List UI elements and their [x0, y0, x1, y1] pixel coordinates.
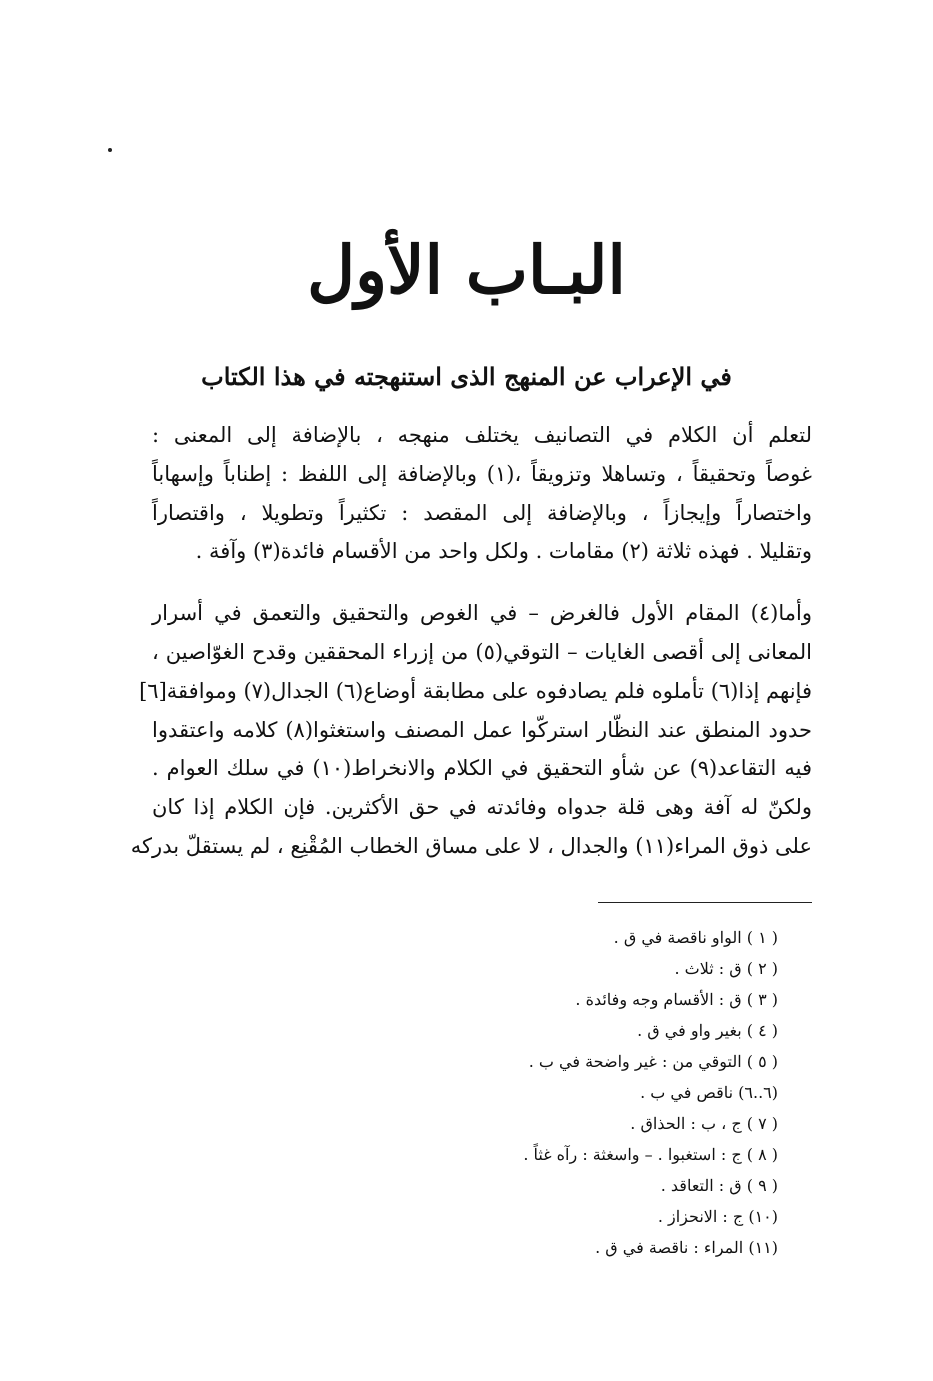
paragraph-2-line-7: على ذوق المراء(١١) والجدال ، لا على مساق الخطاب المُقْنِع ، لم يستقلّ بدركه — [130, 833, 812, 858]
footnote-6: (٦..٦) ناقص في ب . — [640, 1083, 778, 1102]
footnote-10: (١٠) ج : الانحزاز . — [657, 1207, 778, 1226]
footnote-divider — [598, 902, 812, 903]
footnote-7: ( ٧ ) ج ، ب : الحذاق . — [630, 1114, 778, 1133]
paragraph-1-line-2: غوصاً وتحقيقاً ، وتساهلا وتزويقاً ،(١) وبالإضافة إلى اللفظ : إطناباً وإسهاباً — [152, 461, 813, 486]
body-text — [130, 416, 813, 866]
paragraph-gap — [152, 571, 812, 594]
paragraph-1-line-4: وتقليلا . فهذه ثلاثة (٢) مقامات . ولكل واحد من الأقسام فائدة(٣) وآفة . — [195, 539, 812, 564]
paragraph-1-line-1: لتعلم أن الكلام في التصانيف يختلف منهجه ، بالإضافة إلى المعنى : — [152, 423, 812, 447]
footnotes — [358, 922, 778, 1263]
paragraph-2-line-4: حدود المنطق عند النظّار استركّوا عمل المصنف واستغثوا(٨) كلامه واعتقدوا — [152, 717, 812, 742]
footnote-4: ( ٤ ) بغير واو في ق . — [637, 1021, 778, 1040]
chapter-subtitle: في الإعراب عن المنهج الذى استنهجته في هذا الكتاب — [201, 362, 732, 391]
paragraph-2-line-6: ولكنّ له آفة وهى قلة جدواه وفائدته في حق الأكثرين. فإن الكلام إذا كان — [152, 795, 812, 820]
paragraph-2-line-1: وأما(٤) المقام الأول فالغرض – في الغوص والتحقيق والتعمق في أسرار — [152, 601, 812, 626]
footnote-2: ( ٢ ) ق : ثلاث . — [674, 959, 778, 978]
paragraph-2-line-5: فيه التقاعد(٩) عن شأو التحقيق في الكلام والانخراط(١٠) في سلك العوام . — [152, 756, 812, 781]
footnote-8: ( ٨ ) ج : استغبوا . – واسغثة : رآه غثاً . — [523, 1145, 778, 1164]
stray-mark — [108, 148, 112, 152]
chapter-title: البـاب الأول — [307, 231, 626, 309]
footnote-11: (١١) المراء : ناقصة في ق . — [595, 1238, 778, 1257]
paragraph-1-line-3: واختصاراً وإيجازاً ، وبالإضافة إلى المقصد : تكثيراً وتطويلا ، واقتصاراً — [152, 500, 812, 525]
footnote-5: ( ٥ ) التوقي من : غير واضحة في ب . — [528, 1052, 778, 1071]
footnote-1: ( ١ ) الواو ناقصة في ق . — [613, 928, 778, 947]
paragraph-2-line-3: فإنهم إذا(٦) تأملوه فلم يصادفوه على مطابقة أوضاع(٦) الجدال(٧) وموافقة[٦] — [139, 678, 812, 703]
footnote-9: ( ٩ ) ق : التعاقد . — [660, 1176, 778, 1195]
footnote-3: ( ٣ ) ق : الأقسام وجه وفائدة . — [575, 990, 778, 1009]
paragraph-2-line-2: المعانى إلى أقصى الغايات – التوقي(٥) من إزراء المحققين وقدح الغوّاصين ، — [152, 639, 812, 664]
